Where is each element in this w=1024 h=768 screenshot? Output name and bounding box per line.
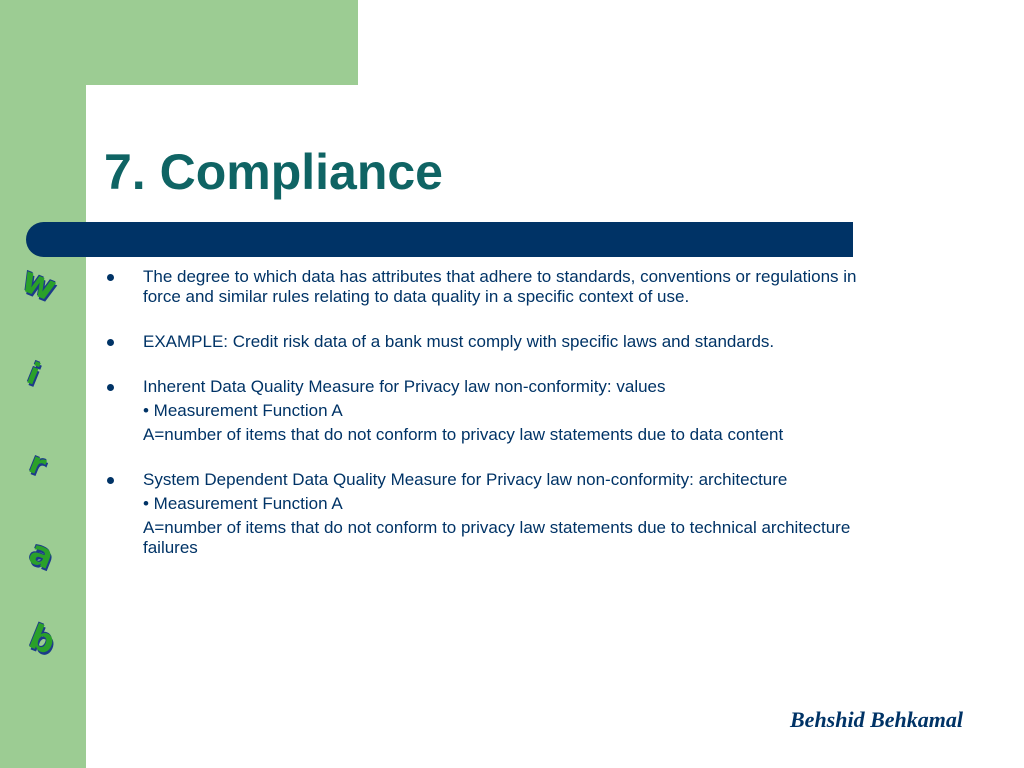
bullet-item — [104, 470, 894, 558]
bullet-dot-icon — [107, 477, 114, 484]
bullet-item — [104, 267, 894, 307]
bullet-subtext: • Measurement Function A — [143, 494, 343, 513]
logo-letter: w — [15, 259, 62, 310]
side-wordart-logo — [0, 260, 86, 680]
bullet-subtext: • Measurement Function A — [143, 401, 343, 420]
bullet-subtext: A=number of items that do not conform to privacy law statements due to technical architecture failures — [143, 518, 851, 557]
bullet-dot-icon — [107, 274, 114, 281]
bullet-text: Inherent Data Quality Measure for Privacy law non-conformity: values — [143, 377, 666, 396]
bullet-list — [104, 267, 894, 583]
bullet-item — [104, 377, 894, 445]
logo-letter: i — [22, 356, 45, 393]
bullet-text: EXAMPLE: Credit risk data of a bank must comply with specific laws and standards. — [143, 332, 775, 351]
logo-letter: a — [23, 532, 60, 578]
bullet-dot-icon — [107, 339, 114, 346]
bullet-item — [104, 332, 894, 352]
bullet-text: System Dependent Data Quality Measure for Privacy law non-conformity: architecture — [143, 470, 788, 489]
top-decorative-band — [0, 0, 358, 85]
logo-letter: b — [23, 616, 61, 664]
logo-letter: r — [24, 445, 52, 484]
title-underline-bar — [26, 222, 853, 257]
bullet-subtext: A=number of items that do not conform to privacy law statements due to data content — [143, 425, 784, 444]
bullet-dot-icon — [107, 384, 114, 391]
bullet-text: The degree to which data has attributes that adhere to standards, conventions or regulations in force and similar rules relating to data quality in a specific context of use. — [143, 267, 857, 306]
author-signature: Behshid Behkamal — [790, 707, 963, 732]
slide-title: 7. Compliance — [104, 144, 443, 200]
